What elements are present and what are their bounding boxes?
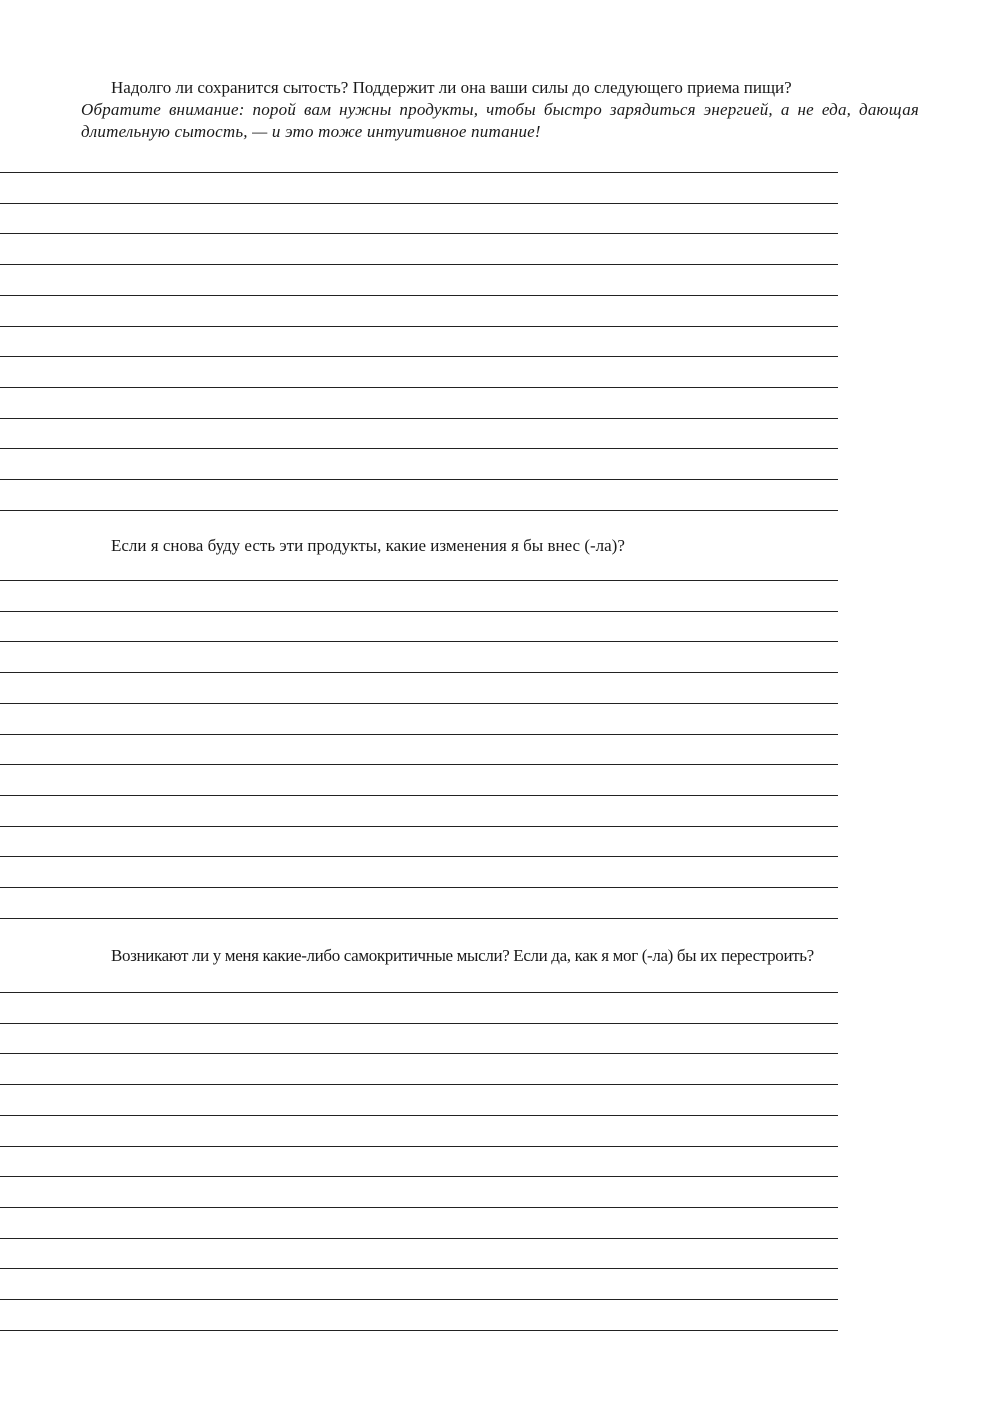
section-changes <box>81 535 919 557</box>
answer-line[interactable] <box>0 856 838 857</box>
question-fullness-text: Надолго ли сохранится сытость? Поддержит ли она ваши силы до следующего приема пищи? <box>111 78 792 97</box>
answer-line[interactable] <box>0 1115 838 1116</box>
answer-line[interactable] <box>0 641 838 642</box>
answer-line[interactable] <box>0 672 838 673</box>
answer-line[interactable] <box>0 510 838 511</box>
answer-line[interactable] <box>0 326 838 327</box>
answer-line[interactable] <box>0 1238 838 1239</box>
answer-line[interactable] <box>0 203 838 204</box>
question-self-criticism-text: Возникают ли у меня какие-либо самокритичные мысли? Если да, как я мог (-ла) бы их перестроить? <box>111 946 814 965</box>
answer-line[interactable] <box>0 1330 838 1331</box>
answer-line[interactable] <box>0 918 838 919</box>
question-changes-text: Если я снова буду есть эти продукты, какие изменения я бы внес (-ла)? <box>111 536 625 555</box>
answer-line[interactable] <box>0 387 838 388</box>
answer-line[interactable] <box>0 233 838 234</box>
answer-line[interactable] <box>0 826 838 827</box>
answer-line[interactable] <box>0 295 838 296</box>
answer-line[interactable] <box>0 1299 838 1300</box>
question-changes <box>81 535 919 557</box>
answer-line[interactable] <box>0 356 838 357</box>
answer-line[interactable] <box>0 580 838 581</box>
answer-line[interactable] <box>0 992 838 993</box>
attention-note: Обратите внимание: порой вам нужны продукты, чтобы быстро зарядиться энергией, а не еда, дающая длительную сытость, — и это тоже интуитивное питание! <box>81 100 919 141</box>
answer-line[interactable] <box>0 1176 838 1177</box>
answer-line[interactable] <box>0 795 838 796</box>
answer-line[interactable] <box>0 1207 838 1208</box>
answer-line[interactable] <box>0 1053 838 1054</box>
answer-line[interactable] <box>0 1084 838 1085</box>
answer-line[interactable] <box>0 611 838 612</box>
answer-line[interactable] <box>0 479 838 480</box>
answer-line[interactable] <box>0 418 838 419</box>
answer-line[interactable] <box>0 734 838 735</box>
answer-line[interactable] <box>0 264 838 265</box>
answer-line[interactable] <box>0 703 838 704</box>
answer-line[interactable] <box>0 764 838 765</box>
question-fullness <box>81 77 919 143</box>
answer-line[interactable] <box>0 887 838 888</box>
answer-line[interactable] <box>0 1023 838 1024</box>
answer-line[interactable] <box>0 172 838 173</box>
section-self-criticism <box>81 945 919 967</box>
section-fullness <box>81 77 919 143</box>
question-self-criticism <box>81 945 919 967</box>
answer-line[interactable] <box>0 448 838 449</box>
answer-line[interactable] <box>0 1268 838 1269</box>
answer-line[interactable] <box>0 1146 838 1147</box>
